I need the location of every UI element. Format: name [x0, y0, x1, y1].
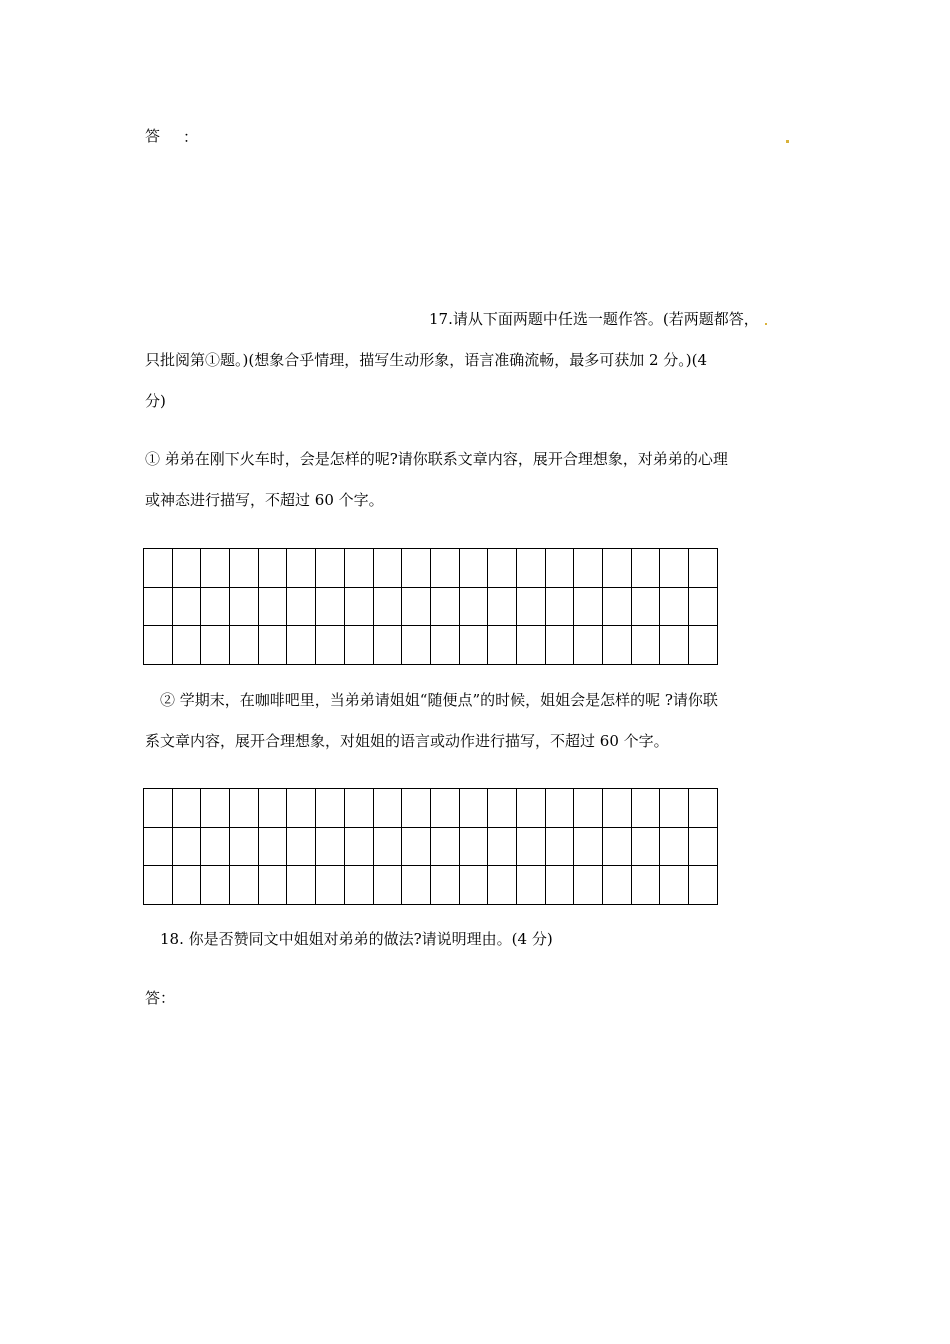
grid-cell[interactable] — [344, 587, 373, 626]
grid-cell[interactable] — [545, 587, 574, 626]
grid-cell[interactable] — [574, 866, 603, 905]
grid-cell[interactable] — [603, 789, 632, 828]
grid-cell[interactable] — [344, 827, 373, 866]
answer-colon-1: ： — [183, 128, 199, 146]
grid-cell[interactable] — [172, 789, 201, 828]
grid-cell[interactable] — [287, 866, 316, 905]
grid-cell[interactable] — [545, 866, 574, 905]
grid-cell[interactable] — [516, 789, 545, 828]
grid-cell[interactable] — [631, 866, 660, 905]
grid-cell[interactable] — [459, 789, 488, 828]
grid-cell[interactable] — [488, 549, 517, 588]
grid-cell[interactable] — [230, 866, 259, 905]
grid-cell[interactable] — [430, 587, 459, 626]
grid-cell[interactable] — [144, 587, 173, 626]
grid-cell[interactable] — [344, 549, 373, 588]
grid-cell[interactable] — [402, 626, 431, 665]
grid-cell[interactable] — [689, 789, 718, 828]
option-1-line-1: ① 弟弟在刚下火车时，会是怎样的呢?请你联系文章内容，展开合理想象，对弟弟的心理 — [145, 450, 728, 468]
grid-cell[interactable] — [402, 789, 431, 828]
grid-cell[interactable] — [373, 549, 402, 588]
grid-cell[interactable] — [316, 789, 345, 828]
grid-row — [144, 549, 718, 588]
grid-cell[interactable] — [172, 626, 201, 665]
grid-row — [144, 626, 718, 665]
question-17-line-3: 分) — [145, 392, 166, 410]
grid-cell[interactable] — [488, 626, 517, 665]
grid-cell[interactable] — [430, 789, 459, 828]
grid-cell[interactable] — [459, 587, 488, 626]
grid-cell[interactable] — [144, 866, 173, 905]
grid-cell[interactable] — [230, 549, 259, 588]
writing-grid-2[interactable] — [143, 788, 718, 905]
grid-cell[interactable] — [459, 626, 488, 665]
grid-cell[interactable] — [660, 626, 689, 665]
grid-row — [144, 789, 718, 828]
grid-cell[interactable] — [316, 866, 345, 905]
grid-cell[interactable] — [545, 827, 574, 866]
question-17-line-1: 17.请从下面两题中任选一题作答。(若两题都答， — [429, 310, 759, 328]
grid-cell[interactable] — [316, 827, 345, 866]
grid-cell[interactable] — [689, 587, 718, 626]
question-18-text: 18. 你是否赞同文中姐姐对弟弟的做法?请说明理由。(4 分) — [160, 930, 553, 948]
grid-cell[interactable] — [230, 789, 259, 828]
grid-cell[interactable] — [516, 626, 545, 665]
writing-grid-2-body — [144, 789, 718, 905]
grid-cell[interactable] — [201, 587, 230, 626]
grid-cell[interactable] — [574, 626, 603, 665]
grid-cell[interactable] — [316, 587, 345, 626]
grid-cell[interactable] — [144, 827, 173, 866]
grid-cell[interactable] — [459, 827, 488, 866]
grid-cell[interactable] — [201, 827, 230, 866]
grid-cell[interactable] — [660, 866, 689, 905]
grid-cell[interactable] — [144, 626, 173, 665]
grid-cell[interactable] — [574, 587, 603, 626]
grid-cell[interactable] — [603, 626, 632, 665]
answer-label-1: 答 — [145, 127, 161, 145]
grid-cell[interactable] — [316, 549, 345, 588]
grid-cell[interactable] — [287, 626, 316, 665]
grid-cell[interactable] — [172, 827, 201, 866]
grid-cell[interactable] — [603, 866, 632, 905]
grid-cell[interactable] — [631, 549, 660, 588]
grid-cell[interactable] — [287, 587, 316, 626]
grid-cell[interactable] — [430, 626, 459, 665]
grid-cell[interactable] — [373, 866, 402, 905]
grid-cell[interactable] — [287, 789, 316, 828]
grid-cell[interactable] — [516, 866, 545, 905]
grid-cell[interactable] — [689, 827, 718, 866]
grid-cell[interactable] — [545, 626, 574, 665]
grid-cell[interactable] — [545, 549, 574, 588]
grid-cell[interactable] — [258, 549, 287, 588]
grid-cell[interactable] — [430, 866, 459, 905]
question-17-line-2: 只批阅第①题。)(想象合乎情理，描写生动形象，语言准确流畅，最多可获加 2 分。)(4 — [145, 351, 708, 369]
grid-cell[interactable] — [144, 549, 173, 588]
grid-cell[interactable] — [631, 827, 660, 866]
grid-cell[interactable] — [201, 626, 230, 665]
grid-cell[interactable] — [631, 789, 660, 828]
grid-cell[interactable] — [516, 587, 545, 626]
option-2-line-1: ② 学期末，在咖啡吧里，当弟弟请姐姐“随便点”的时候，姐姐会是怎样的呢 ?请你联 — [160, 691, 718, 709]
grid-cell[interactable] — [689, 549, 718, 588]
decorative-dot — [786, 140, 789, 143]
grid-cell[interactable] — [631, 587, 660, 626]
writing-grid-1[interactable] — [143, 548, 718, 665]
grid-cell[interactable] — [660, 587, 689, 626]
decorative-dot-small — [765, 323, 767, 325]
option-1-line-2: 或神态进行描写，不超过 60 个字。 — [145, 491, 384, 509]
grid-cell[interactable] — [402, 549, 431, 588]
grid-cell[interactable] — [603, 549, 632, 588]
grid-cell[interactable] — [689, 626, 718, 665]
writing-grid-1-body — [144, 549, 718, 665]
grid-cell[interactable] — [574, 827, 603, 866]
grid-cell[interactable] — [172, 549, 201, 588]
grid-cell[interactable] — [631, 626, 660, 665]
grid-cell[interactable] — [516, 827, 545, 866]
grid-cell[interactable] — [344, 626, 373, 665]
grid-cell[interactable] — [603, 587, 632, 626]
grid-cell[interactable] — [373, 626, 402, 665]
grid-cell[interactable] — [402, 587, 431, 626]
grid-cell[interactable] — [201, 549, 230, 588]
grid-cell[interactable] — [603, 827, 632, 866]
grid-row — [144, 866, 718, 905]
grid-cell[interactable] — [430, 549, 459, 588]
grid-cell[interactable] — [488, 789, 517, 828]
grid-cell[interactable] — [201, 866, 230, 905]
grid-cell[interactable] — [172, 866, 201, 905]
grid-cell[interactable] — [344, 789, 373, 828]
grid-cell[interactable] — [545, 789, 574, 828]
grid-cell[interactable] — [258, 626, 287, 665]
grid-cell[interactable] — [459, 866, 488, 905]
grid-cell[interactable] — [287, 827, 316, 866]
grid-cell[interactable] — [459, 549, 488, 588]
grid-cell[interactable] — [258, 789, 287, 828]
grid-cell[interactable] — [258, 827, 287, 866]
grid-cell[interactable] — [172, 587, 201, 626]
grid-cell[interactable] — [373, 827, 402, 866]
grid-cell[interactable] — [574, 549, 603, 588]
grid-cell[interactable] — [258, 866, 287, 905]
grid-cell[interactable] — [660, 827, 689, 866]
grid-cell[interactable] — [516, 549, 545, 588]
grid-cell[interactable] — [430, 827, 459, 866]
answer-label-2: 答： — [145, 989, 176, 1007]
grid-cell[interactable] — [316, 626, 345, 665]
grid-cell[interactable] — [230, 626, 259, 665]
grid-cell[interactable] — [344, 866, 373, 905]
grid-cell[interactable] — [402, 866, 431, 905]
grid-cell[interactable] — [144, 789, 173, 828]
grid-cell[interactable] — [488, 587, 517, 626]
grid-cell[interactable] — [488, 866, 517, 905]
grid-cell[interactable] — [574, 789, 603, 828]
grid-cell[interactable] — [660, 789, 689, 828]
grid-cell[interactable] — [373, 789, 402, 828]
grid-row — [144, 827, 718, 866]
grid-row — [144, 587, 718, 626]
option-2-line-2: 系文章内容，展开合理想象，对姐姐的语言或动作进行描写，不超过 60 个字。 — [145, 732, 669, 750]
grid-cell[interactable] — [402, 827, 431, 866]
grid-cell[interactable] — [373, 587, 402, 626]
grid-cell[interactable] — [660, 549, 689, 588]
grid-cell[interactable] — [230, 827, 259, 866]
grid-cell[interactable] — [201, 789, 230, 828]
grid-cell[interactable] — [488, 827, 517, 866]
grid-cell[interactable] — [258, 587, 287, 626]
grid-cell[interactable] — [230, 587, 259, 626]
grid-cell[interactable] — [287, 549, 316, 588]
grid-cell[interactable] — [689, 866, 718, 905]
